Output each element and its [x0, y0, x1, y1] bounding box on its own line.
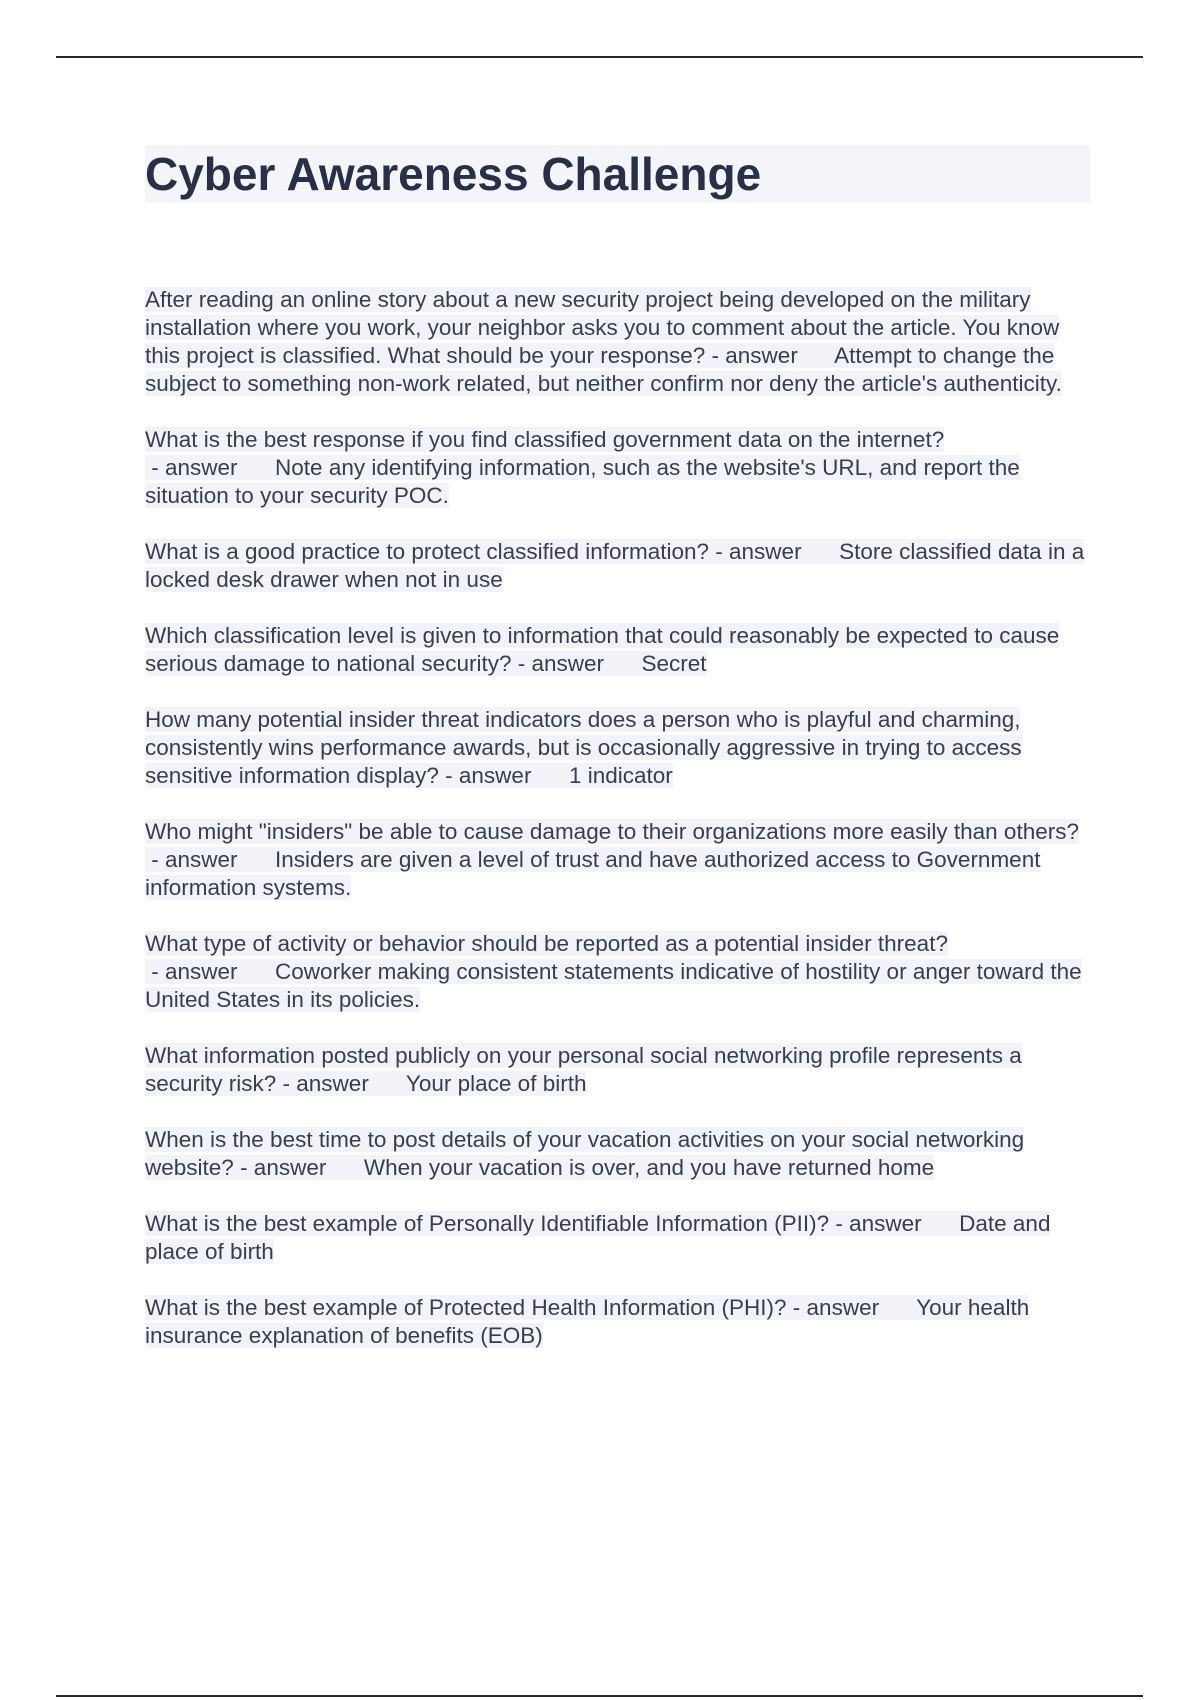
answer-separator: - answer [829, 1211, 960, 1236]
question-text: What is the best example of Personally Identifiable Information (PII)? [145, 1211, 830, 1236]
answer-separator: - answer [145, 959, 276, 984]
qa-item [145, 1294, 1090, 1350]
answer-separator: - answer [511, 651, 642, 676]
answer-separator: - answer [709, 539, 840, 564]
answer-text: Coworker making consistent statements indicative of hostility or anger toward the United States in its policies. [145, 959, 1082, 1012]
qa-item [145, 1042, 1090, 1098]
answer-separator: - answer [276, 1071, 406, 1096]
question-text: What type of activity or behavior should be reported as a potential insider threat? [145, 931, 948, 956]
qa-list [145, 286, 1090, 1350]
top-rule [56, 56, 1143, 58]
qa-item [145, 622, 1090, 678]
question-text: How many potential insider threat indicators does a person who is playful and charming, consistently wins performance awards, but is occasionally aggressive in trying to access sensitive information display? [145, 707, 1022, 788]
answer-text: When your vacation is over, and you have returned home [363, 1155, 935, 1180]
answer-text: 1 indicator [568, 763, 673, 788]
answer-text: Date and place of birth [145, 1211, 1051, 1264]
qa-item [145, 818, 1090, 902]
page-title: Cyber Awareness Challenge [145, 145, 1090, 203]
qa-item [145, 706, 1090, 790]
question-text: What is the best example of Protected Health Information (PHI)? [145, 1295, 787, 1320]
answer-text: Your health insurance explanation of benefits (EOB) [145, 1295, 1030, 1348]
answer-text: Store classified data in a locked desk drawer when not in use [145, 539, 1085, 592]
qa-item [145, 538, 1090, 594]
question-text: What is a good practice to protect classified information? [145, 539, 710, 564]
answer-separator: - answer [438, 763, 569, 788]
question-text: When is the best time to post details of your vacation activities on your social networking website? [145, 1127, 1025, 1180]
qa-item [145, 286, 1090, 398]
qa-item [145, 1126, 1090, 1182]
answer-text: Attempt to change the subject to something non-work related, but neither confirm nor deny the article's authenticity. [145, 343, 1062, 396]
answer-text: Secret [641, 651, 707, 676]
question-text: What information posted publicly on your personal social networking profile represents a security risk? [145, 1043, 1022, 1096]
answer-separator: - answer [145, 847, 276, 872]
question-text: After reading an online story about a new security project being developed on the military installation where you work, your neighbor asks you to comment about the article. You know this project is classified. What should be your response? [145, 287, 1060, 368]
document-body [145, 145, 1090, 1378]
qa-item [145, 930, 1090, 1014]
answer-text: Note any identifying information, such as the website's URL, and report the situation to your security POC. [145, 455, 1020, 508]
answer-separator: - answer [233, 1155, 364, 1180]
answer-text: Insiders are given a level of trust and have authorized access to Government information systems. [145, 847, 1041, 900]
question-text: Who might "insiders" be able to cause damage to their organizations more easily than others? [145, 819, 1079, 844]
bottom-rule [56, 1695, 1143, 1697]
answer-text: Your place of birth [405, 1071, 587, 1096]
qa-item [145, 426, 1090, 510]
question-text: What is the best response if you find classified government data on the internet? [145, 427, 945, 452]
answer-separator: - answer [145, 455, 276, 480]
qa-item [145, 1210, 1090, 1266]
answer-separator: - answer [786, 1295, 917, 1320]
answer-separator: - answer [705, 343, 835, 368]
question-text: Which classification level is given to information that could reasonably be expected to cause serious damage to national security? [145, 623, 1060, 676]
